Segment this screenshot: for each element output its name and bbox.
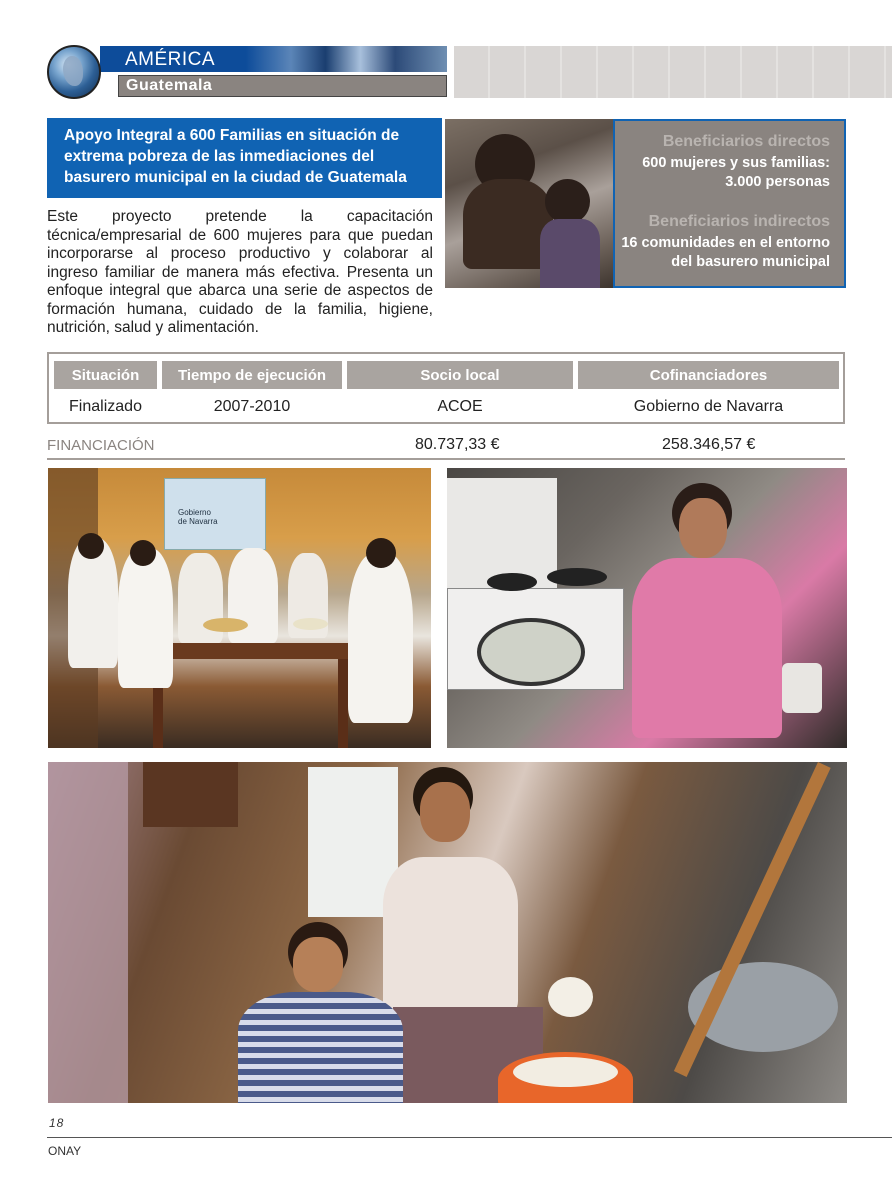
header-situacion: Situación [54,361,157,389]
header-tiempo: Tiempo de ejecución [162,361,342,389]
footer-rule [47,1137,892,1138]
page-number: 18 [49,1116,65,1130]
indirect-beneficiaries-line1: 16 comunidades en el entorno [621,235,830,251]
cell-socio: ACOE [437,398,483,415]
project-title: Apoyo Integral a 600 Familias en situación de extrema pobreza de las inmediaciones del basurero municipal en la ciudad de Guatemala [64,127,407,186]
direct-beneficiaries-line1: 600 mujeres y sus familias: [642,155,830,171]
cell-tiempo: 2007-2010 [213,398,291,415]
region-title: AMÉRICA [125,49,216,70]
photo-woman-and-child [445,119,614,288]
header-cofinanciadores: Cofinanciadores [578,361,839,389]
photo-woman-at-stove [447,468,847,748]
globe-icon [47,45,101,99]
financing-socio-amount: 80.737,33 € [415,436,500,453]
financing-rule [47,458,845,460]
banner-text-line2: de Navarra [178,517,218,526]
direct-beneficiaries-line2: 3.000 personas [725,174,830,190]
header-decoration [454,46,892,98]
footer-org: ONAY [48,1144,82,1158]
financing-cofin-amount: 258.346,57 € [662,436,756,453]
photo-cooking-class [48,468,431,748]
cell-cofinanciadores: Gobierno de Navarra [633,398,784,415]
photo-woman-tortillas-girl [48,762,847,1103]
direct-beneficiaries-label: Beneficiarios directos [662,133,830,150]
cell-situacion: Finalizado [69,398,142,415]
banner-text-line1: Gobierno [178,508,211,517]
project-description: Este proyecto pretende la capacitación técnica/empresarial de 600 mujeres para que puedan incorporarse al proceso productivo y colaborar al ingreso familiar de manera más efectiva. Presenta un enfoque integral que abarca una serie de aspectos de formación humana, cuidado de la familia, higiene, nutrición, salud y alimentación. [47,208,433,336]
indirect-beneficiaries-line2: del basurero municipal [671,254,830,270]
indirect-beneficiaries-label: Beneficiarios indirectos [648,213,830,230]
country-title: Guatemala [126,77,213,94]
header-socio: Socio local [347,361,573,389]
financing-label: FINANCIACIÓN [47,437,155,454]
